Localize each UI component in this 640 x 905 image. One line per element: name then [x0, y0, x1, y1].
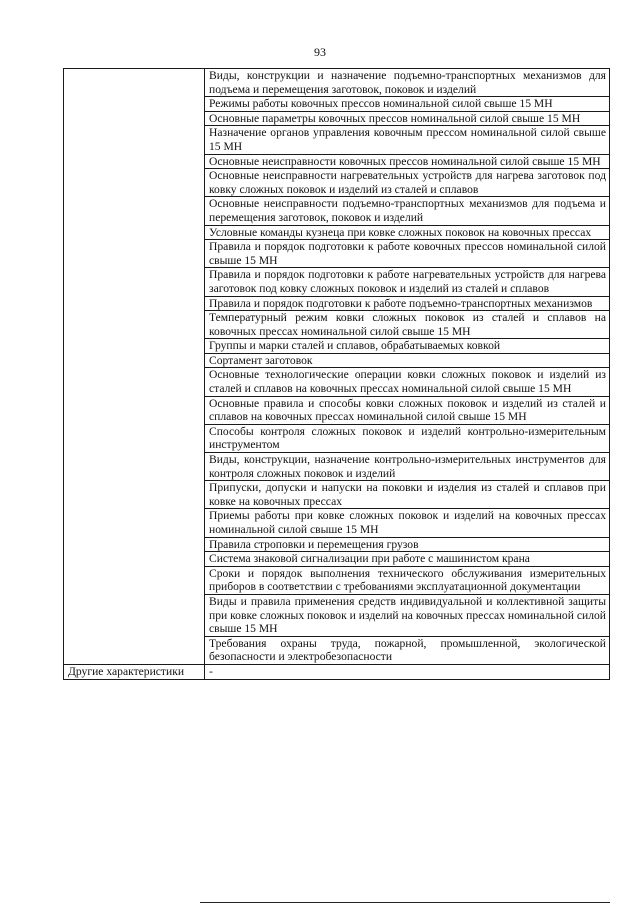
- knowledge-item: Сроки и порядок выполнения технического обслуживания измерительных приборов в соответствии с требованиями эксплуатационной документации: [205, 566, 610, 594]
- table-row: [64, 69, 610, 97]
- knowledge-item: Основные неисправности подъемно-транспортных механизмов для подъема и перемещения заготовок, поковок и изделий: [205, 197, 610, 225]
- knowledge-item: Правила и порядок подготовки к работе ковочных прессов номинальной силой свыше 15 МН: [205, 240, 610, 268]
- knowledge-item: Приемы работы при ковке сложных поковок и изделий на ковочных прессах номинальной силой свыше 15 МН: [205, 509, 610, 537]
- table-row-other-characteristics: [64, 664, 610, 679]
- knowledge-item: Условные команды кузнеца при ковке сложных поковок на ковочных прессах: [205, 225, 610, 240]
- knowledge-item: Виды и правила применения средств индивидуальной и коллективной защиты при ковке сложных поковок и изделий на ковочных прессах номинальной силой свыше 15 МН: [205, 594, 610, 636]
- section-label-cell: [64, 69, 205, 665]
- knowledge-item: Требования охраны труда, пожарной, промышленной, экологической безопасности и электробезопасности: [205, 636, 610, 664]
- knowledge-item: Припуски, допуски и напуски на поковки и изделия из сталей и сплавов при ковке на ковочных прессах: [205, 481, 610, 509]
- knowledge-item: Правила и порядок подготовки к работе нагревательных устройств для нагрева заготовок под ковку сложных поковок и изделий из сталей и сплавов: [205, 268, 610, 296]
- knowledge-item: Температурный режим ковки сложных поковок из сталей и сплавов на ковочных прессах номинальной силой свыше 15 МН: [205, 311, 610, 339]
- knowledge-item: Виды, конструкции и назначение подъемно-транспортных механизмов для подъема и перемещения заготовок, поковок и изделий: [205, 69, 610, 97]
- knowledge-item: Система знаковой сигнализации при работе с машинистом крана: [205, 552, 610, 567]
- knowledge-item: Способы контроля сложных поковок и изделий контрольно-измерительным инструментом: [205, 424, 610, 452]
- knowledge-item: Основные правила и способы ковки сложных поковок и изделий из сталей и сплавов на ковочных прессах номинальной силой свыше 15 МН: [205, 396, 610, 424]
- knowledge-item: Группы и марки сталей и сплавов, обрабатываемых ковкой: [205, 339, 610, 354]
- knowledge-item: Основные неисправности ковочных прессов номинальной силой свыше 15 МН: [205, 154, 610, 169]
- knowledge-item: Основные неисправности нагревательных устройств для нагрева заготовок под ковку сложных поковок и изделий из сталей и сплавов: [205, 169, 610, 197]
- other-characteristics-label: Другие характеристики: [64, 664, 205, 679]
- knowledge-item: Правила строповки и перемещения грузов: [205, 537, 610, 552]
- knowledge-item: Правила и порядок подготовки к работе подъемно-транспортных механизмов: [205, 296, 610, 311]
- knowledge-item: Назначение органов управления ковочным прессом номинальной силой свыше 15 МН: [205, 126, 610, 154]
- knowledge-item: Основные параметры ковочных прессов номинальной силой свыше 15 МН: [205, 111, 610, 126]
- knowledge-item: Сортамент заготовок: [205, 353, 610, 368]
- knowledge-item: Основные технологические операции ковки сложных поковок и изделий из сталей и сплавов на ковочных прессах номинальной силой свыше 15 МН: [205, 368, 610, 396]
- bottom-rule: [200, 902, 610, 903]
- knowledge-item: Виды, конструкции, назначение контрольно-измерительных инструментов для контроля сложных поковок и изделий: [205, 453, 610, 481]
- knowledge-item: Режимы работы ковочных прессов номинальной силой свыше 15 МН: [205, 97, 610, 112]
- page-number: 93: [314, 45, 326, 59]
- requirements-table: [63, 68, 610, 680]
- other-characteristics-value: -: [205, 664, 610, 679]
- requirements-table-body: [64, 69, 610, 680]
